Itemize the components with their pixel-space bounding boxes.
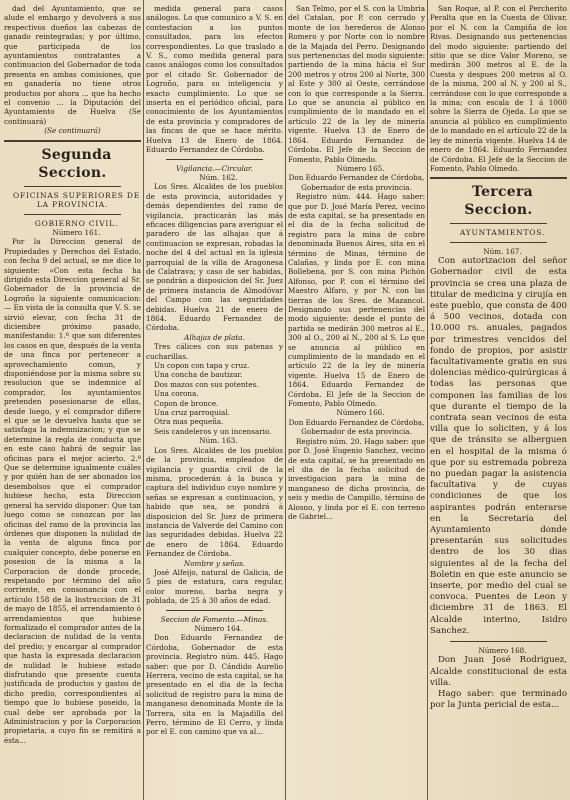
section-title-3: Tercera Seccion. [464, 184, 534, 219]
divider [450, 223, 547, 224]
article-continuation: dad del Ayuntamiento, que se alude el embargo y devolverá a sus respectivos dueños las cabezas de ganado reintegradas; y por último, que participada de los ayuntamientos contratantes a continuacion del Gobernador de toda presenta en ambas comisiones, que en ganadería no tiene otros productos por ahora ... que ha hecho el convenio ... la Diputación del Ayuntamiento de Huelva (Se continuará) [4, 4, 141, 126]
nombre-heading: Nombre y señas. [183, 558, 246, 568]
divider [4, 140, 141, 142]
description-text: José Alfeijo, natural de Galicia, de 5 pies de estatura, cara regular, color moreno, barba negra y poblada, de 25 á 30 años de edad. [146, 567, 283, 606]
article-continuation: San Roque, al P. con el Percherito Peralta que en la Cuesta de Olivar, por el N. con la Campiña de los Rivas. Designando sus pertenencias del modo siguiente: partiendo del sitio que se dice Valor Moreno, se medirán 300 metros al E. de la Cuesta y despues 200 metros al O. de la misma, 200 al N. y 200 al S., cerrándose con lo que corresponde a la mina; con escala de 1 á 1000 sobre la Sierra de Ojeda. Lo que se anuncia al público en cumplimiento de lo mandado en el artículo 22 de la ley de minería vigente. Huelva 14 de enero de 1864. Eduardo Fernandez de Córdoba. El Jefe de la Seccion de Fomento, Pablo Olmedo. [430, 4, 567, 173]
notice-number: Número 164. [194, 624, 243, 633]
notice-body: Por la Direccion general de Propiedades y Derechos del Estado, con fecha 9 del actual, se me dice lo siguiente: «Con esta fecha ha dirigido esta Direccion general al Sr. Gobernador de la provincia de Logroño la siguiente comunicacion: — En vista de la consulta que V. S. se sirvió elevar, con fecha 31 de diciembre próximo pasado, manifestando: 1.º que son diferentes los casos en que, después de la venta de una finca por pertenecer a aprovechamiento comun, y disponiéndose por la misma sobre su resolucion que se indemnice al comprador, los ayuntamientos pretenden posesionarse de ellas, desde luego, y el comprador difiere el que se le devuelva hasta que se satisfaga la indemnizacion; y que se determine la regla de conducta que en este caso habrá de seguir las oficinas para el mejor acierto. 2.º Que se determine igualmente cuáles y por quién han de ser abonados los desembolsos que el comprador hubiese hecho, esta Direccion general ha servido disponer: Que tan luego como se conozcan por las oficinas del ramo de la provincia las órdenes que disponen la nulidad de la venta de alguna finca por cualquier concepto, debe ponerse en posesion de la misma a la Corporacion de donde procede, respetando por término del año corriente, en consonancia con el artículo 158 de la Instruccion de 31 de mayo de 1855, el arrendamiento ó arrendamientos que hubiese formalizado el comprador antes de la declaracion de nulidad de la venta del predio; y encargar al comprador que hasta la expresada declaracion de nulidad le hubiese estado disfrutando que presente cuenta justificada de productos y gastos de dicho predio, correspondientes al tiempo que lo hubiese poseido, la cual debe ser aprobada por la Administracion y por la Corporacion propietaria, a cuyo fin se remitirá a ésta... [4, 237, 141, 745]
divider [450, 641, 547, 642]
gobierno-civil-heading: GOBIERNO CIVIL. [34, 218, 119, 228]
ayuntamientos-heading: AYUNTAMIENTOS. [459, 228, 546, 238]
notice-header: Don Juan José Rodriguez, Alcalde constitucional de esta villa. [430, 655, 567, 688]
list-item: Una corona. [154, 389, 199, 399]
notice-body: Registro núm. 444. Hago saber: que por D. José María Perez, vecino de esta capital, se ha presentado en el dia de la fecha solicitud de registro para la mina de cobre denominada Buenos Aires, sita en el término de Minas, término de Calañas, y linda por E. con mina Bollebena, por S. con mina Pichón Alfonso, por P. con el término del Maestro Alfaro, y por N. con las tierras de los Sres. de Mazancol. Designando sus pertenencias del modo siguiente: desde el punto de partida se medirán 300 metros al E., 300 al O., 200 al N., 200 al S. Lo que se anuncia al público en cumplimiento de lo mandado en el artículo 22 de la ley de minería vigente. Huelva 15 de Enero de 1864. Eduardo Fernandez de Córdoba. El Jefe de la Seccion de Fomento, Pablo Olmedo. [288, 192, 425, 409]
notice-number: Número 161. [52, 227, 101, 237]
list-item: Una concha de bautizar. [154, 370, 243, 380]
notice-header: Don Eduardo Fernandez de Córdoba, Gobernador de esta provincia. [288, 173, 425, 192]
notice-body: Los Sres. Alcaldes de los pueblos de la provincia, empleados de vigilancia y guardia civil de la misma, procederán á la busca y captura del individuo cuyo nombre y señas se expresan a continuacion, y habido que sea, se pondrá á disposicion del Sr. Juez de primera instancia de Valverde del Camino con las seguridades debidas. Huelva 22 de enero de 1864. Eduardo Fernandez de Córdoba. [146, 445, 283, 559]
fomento-heading: Seccion de Fomento.—Minas. [160, 614, 269, 624]
list-item: Dos mazos con sus potentes. [154, 379, 259, 389]
notice-header: Don Eduardo Fernandez de Córdoba, Gobernador de esta provincia. [288, 417, 425, 437]
notice-body: Con autorizacion del señor Gobernador civil de esta provincia se crea una plaza de titular de medicina y cirujía en este pueblo, que consta de 400 á 500 vecinos, dotada con 10.000 rs. anuales, pagados por trimestres vencidos del fondo de propios, por asistir facultativamente gratis en sus dolencias médico-quirúrgicas á todas las personas que componen las familias de los que durante el tiempo de la contrata sean vecinos de esta villa que lo soliciten, y á los que de tránsito se alberguen en el hospital de la misma ó que por su estremada pobreza no puedan pagar la asistencia facultativa y de cuyas condiciones de que los aspirantes podrán enterarse en la Secretaría del Ayuntamiento donde presentarán sus solicitudes dentro de los 30 dias siguientes al de la fecha del Boletin en que este anuncio se inserte, por medio del cual se convoca. Puentes de Leon y diciembre 31 de 1863. El Alcalde interino, Isidro Sanchez. [430, 256, 567, 636]
notice-number: Número 166. [336, 408, 385, 418]
notice-number: Núm. 162. [199, 172, 238, 182]
list-item: Seis candeleros y un incensario. [154, 426, 272, 436]
column-rule [143, 0, 144, 800]
continuation-note: (Se continuará) [44, 126, 101, 136]
notice-body: Don Eduardo Fernandez de Córdoba, Gobernador de esta provincia. Registro núm. 445. Hago saber: que por D. Cándido Aurelio Herrera, vecino de esta capital, se ha presentado en el dia de la fecha solicitud de registro para la mina de manganeso denominada Monte de la Torrera, sita en la Majadilla del Perro, término de El Cerro, y linda por el E. con camino que va al... [146, 633, 283, 737]
column-1 [4, 4, 141, 796]
list-item: Copon de bronce. [154, 398, 219, 408]
notice-body: Registro núm. 20. Hago saber: que por D. José Eugenio Sanchez, vecino de esta capital, se ha presentado en el dia de la fecha solicitud de investigacion para la mina de manganeso de dicha provincia, de seis y medio de Campillo, término de Alosno, y linda por el E. con terreno de Gabriel... [288, 436, 425, 521]
notice-body: Los Sres. Alcaldes de los pueblos de esta provincia, autoridades y demás dependientes del ramo de vigilancia, practicarán las más eficaces diligencias para averiguar el paradero de las alhajas que á continuacion se expresan, robadas la noche del 4 del actual en la iglesia parroquial de la villa de Aragonesa de Calatrava; y caso de ser habidas, se pondrán a disposicion del Sr. Juez de primera instancia de Almodóvar del Campo con las seguridades debidas. Huelva 21 de enero de 1864. Eduardo Fernandez de Córdoba. [146, 182, 283, 333]
column-rule [427, 0, 428, 800]
list-item: Tres cálices con sus patenas y cucharillas. [146, 342, 283, 361]
divider [430, 177, 567, 179]
article-continuation: San Telmo, por el S. con la Umbria del Catalan, por P. con cerrado y monte de los herederos de Alonso Romero y por Norte con lo nombre de la Majada del Perro. Designando sus pertenencias del modo siguiente: partiendo de la mina hácia el Sur 200 metros y otros 200 al Norte, 300 al Este y 300 al Oeste, cerrándose con lo que corresponde a la Sierra. Lo que se anuncia al público en cumplimiento de lo mandado en el artículo 22 de la ley de minería vigente. Huelva 13 de Enero de 1864. Eduardo Fernandez de Córdoba. El Jefe de la Seccion de Fomento, Pablo Olmedo. [288, 4, 425, 164]
divider [166, 159, 263, 160]
notice-number: Número 165. [336, 163, 385, 173]
notice-number: Número 168. [478, 646, 527, 656]
column-3 [288, 4, 425, 796]
notice-body: Hago saber: que terminado por la Junta pericial de esta... [430, 689, 567, 711]
divider [450, 242, 547, 243]
alhajas-heading: Alhajas de plata. [184, 332, 245, 342]
office-heading: OFICINAS SUPERIORES DE LA PROVINCIA. [13, 190, 140, 210]
column-4 [430, 4, 567, 796]
list-item: Un copon con tapa y cruz. [154, 361, 250, 371]
notice-number: Núm. 167. [483, 246, 522, 256]
vigilancia-heading: Vigilancia.—Circular. [176, 163, 253, 173]
section-title-2: Segunda Seccion. [38, 146, 112, 181]
list-item: Una cruz parroquial. [154, 408, 230, 418]
divider [24, 214, 121, 215]
column-rule [285, 0, 286, 800]
article-continuation: medida general para casos análogos. Lo que comunico a V. S. en contestacion a los puntos consultados, para los efectos correspondientes. Lo que traslado a V. S., como medida general para casos análogos como los consultados por el citado Sr. Gobernador de Logroño, para su inteligencia y exacto cumplimiento. Lo que se inserta en el periódico oficial, para conocimiento de los Ayuntamientos de esta provincia y compradores de las fincas de que se hace mérito. Huelva 13 de Enero de 1864. Eduardo Fernandez de Córdoba. [146, 4, 283, 155]
notice-number: Núm. 163. [199, 436, 238, 446]
divider [166, 610, 263, 611]
divider [24, 186, 121, 187]
column-2 [146, 4, 283, 796]
list-item: Otra mas pequeña. [154, 417, 224, 427]
